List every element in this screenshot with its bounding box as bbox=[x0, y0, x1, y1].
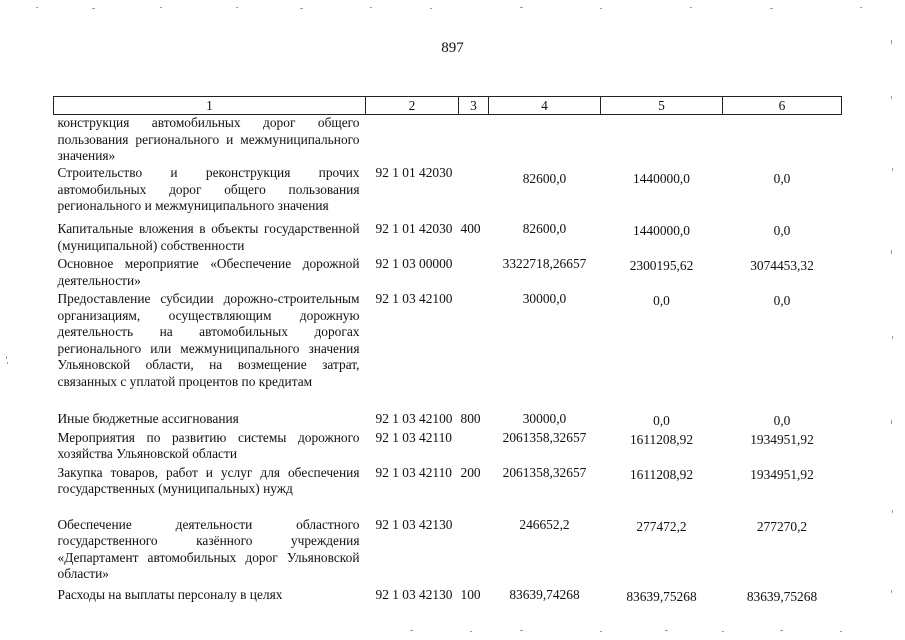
row-value-4: 2061358,32657 bbox=[502, 464, 587, 480]
row-value-6 bbox=[723, 115, 842, 166]
row-value-4: 3322718,26657 bbox=[502, 256, 587, 271]
row-value-5: 1440000,0 bbox=[633, 171, 690, 186]
row-code: 92 1 01 42030 bbox=[375, 221, 453, 236]
row-value-5: 2300195,62 bbox=[629, 258, 694, 273]
table-row bbox=[54, 165, 842, 221]
table-row bbox=[54, 465, 842, 517]
row-value-5 bbox=[601, 115, 723, 166]
row-expense-type bbox=[459, 517, 489, 587]
row-name: Иные бюджетные ассигнования bbox=[57, 411, 239, 426]
row-name: Обеспечение деятельности областного государственного казённого учреждения «Департамент автомобильных дорог Ульяновской области» bbox=[57, 516, 360, 582]
row-name: Предоставление субсидии дорожно-строительным организациям, осуществляющим дорожную деятельность на автомобильных дорогах регионального или межмуниципального значения Ульяновской области, на возмещение затрат, связанных с уплатой процентов по кредитам bbox=[57, 291, 360, 389]
row-expense-type: 800 bbox=[460, 411, 481, 426]
row-value-5: 1440000,0 bbox=[633, 223, 690, 238]
row-value-6: 1934951,92 bbox=[750, 466, 814, 482]
row-value-4: 2061358,32657 bbox=[502, 429, 587, 445]
page-number: 897 bbox=[441, 40, 464, 56]
row-value-6: 0,0 bbox=[773, 171, 791, 186]
row-name: конструкция автомобильных дорог общего пользования регионального и межмуниципального значения» bbox=[57, 115, 360, 164]
header-col-5: 5 bbox=[601, 97, 723, 115]
row-expense-type bbox=[459, 430, 489, 465]
row-value-4: 246652,2 bbox=[519, 516, 570, 532]
row-value-6: 83639,75268 bbox=[746, 588, 818, 604]
header-col-2: 2 bbox=[366, 97, 459, 115]
row-expense-type bbox=[459, 291, 489, 411]
row-code: 92 1 03 42110 bbox=[375, 464, 452, 480]
row-code: 92 1 03 42110 bbox=[375, 429, 452, 445]
budget-table bbox=[53, 96, 842, 609]
row-value-6: 277270,2 bbox=[756, 518, 808, 534]
row-code bbox=[366, 115, 459, 166]
row-code: 92 1 03 00000 bbox=[375, 256, 453, 271]
row-name: Закупка товаров, работ и услуг для обеспечения государственных (муниципальных) нужд bbox=[57, 464, 360, 497]
row-value-4: 83639,74268 bbox=[509, 586, 580, 602]
row-value-6: 0,0 bbox=[773, 413, 791, 428]
table-row bbox=[54, 587, 842, 609]
row-value-4: 82600,0 bbox=[522, 221, 567, 236]
row-value-4: 30000,0 bbox=[522, 411, 567, 426]
row-value-6: 0,0 bbox=[773, 293, 791, 308]
table-row bbox=[54, 291, 842, 411]
table-row bbox=[54, 115, 842, 166]
row-name: Мероприятия по развитию системы дорожного хозяйства Ульяновской области bbox=[57, 429, 360, 462]
row-value-4 bbox=[489, 115, 601, 166]
table-row bbox=[54, 256, 842, 291]
row-name: Расходы на выплаты персоналу в целях bbox=[57, 586, 283, 602]
row-expense-type: 200 bbox=[460, 464, 481, 480]
table-row bbox=[54, 430, 842, 465]
row-value-6: 1934951,92 bbox=[750, 431, 814, 447]
row-value-5: 0,0 bbox=[653, 413, 670, 428]
row-expense-type bbox=[459, 256, 489, 291]
row-code: 92 1 03 42100 bbox=[375, 411, 453, 426]
row-expense-type bbox=[459, 165, 489, 221]
row-name: Строительство и реконструкция прочих автомобильных дорог общего пользования регионального и межмуниципального значения bbox=[57, 165, 360, 214]
row-value-5: 83639,75268 bbox=[626, 588, 697, 604]
header-col-6: 6 bbox=[723, 97, 842, 115]
row-name: Капитальные вложения в объекты государственной (муниципальной) собственности bbox=[57, 221, 360, 253]
row-value-6: 0,0 bbox=[773, 223, 791, 238]
header-col-3: 3 bbox=[459, 97, 489, 115]
row-expense-type: 400 bbox=[460, 221, 481, 236]
table-row bbox=[54, 411, 842, 430]
header-col-1: 1 bbox=[54, 97, 366, 115]
row-value-5: 0,0 bbox=[653, 293, 670, 308]
row-value-6: 3074453,32 bbox=[750, 258, 814, 273]
row-value-4: 82600,0 bbox=[522, 171, 567, 186]
row-value-5: 1611208,92 bbox=[629, 466, 694, 482]
row-value-5: 1611208,92 bbox=[629, 431, 694, 447]
row-expense-type bbox=[459, 115, 489, 166]
row-expense-type: 100 bbox=[460, 586, 481, 602]
table-row bbox=[54, 221, 842, 256]
row-code: 92 1 03 42130 bbox=[375, 516, 453, 532]
row-code: 92 1 03 42100 bbox=[375, 291, 453, 306]
row-value-5: 277472,2 bbox=[636, 518, 687, 534]
table-header-row bbox=[54, 97, 842, 115]
row-code: 92 1 01 42030 bbox=[375, 165, 453, 180]
table-row bbox=[54, 517, 842, 587]
row-name: Основное мероприятие «Обеспечение дорожной деятельности» bbox=[57, 256, 360, 288]
row-value-4: 30000,0 bbox=[522, 291, 567, 306]
header-col-4: 4 bbox=[489, 97, 601, 115]
row-code: 92 1 03 42130 bbox=[375, 586, 453, 602]
